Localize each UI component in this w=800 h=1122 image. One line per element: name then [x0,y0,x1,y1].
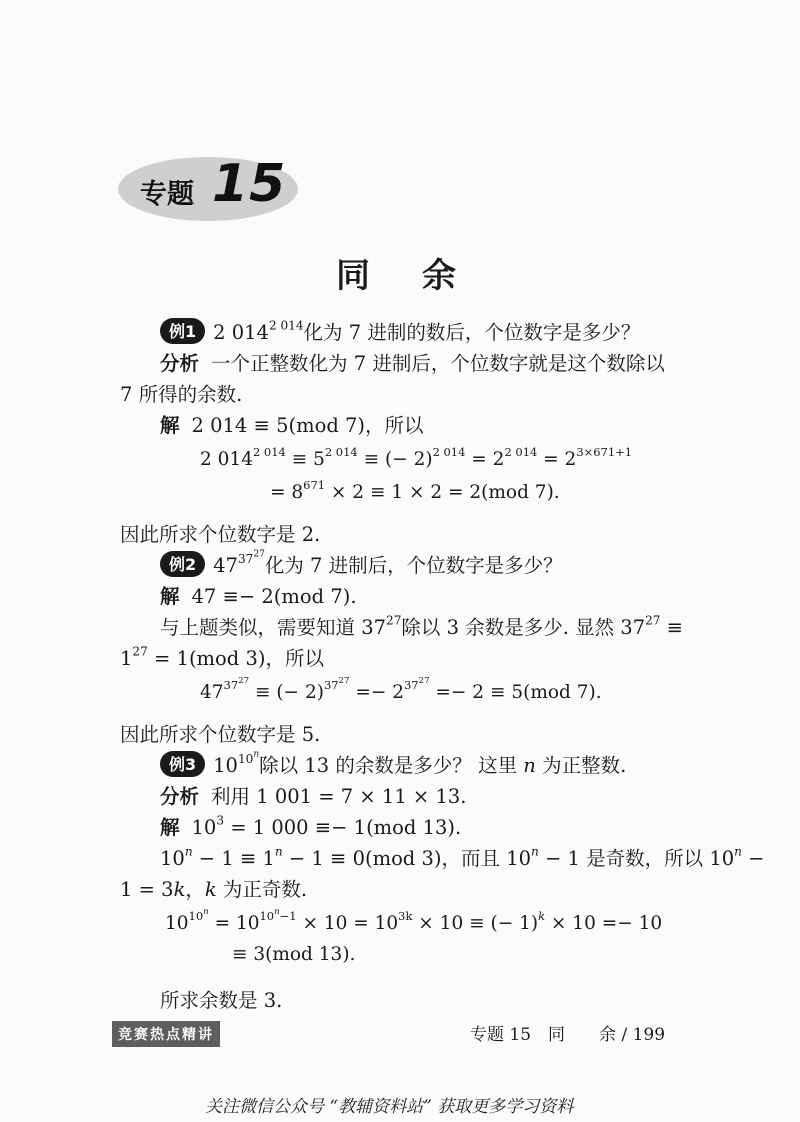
example-3-paragraph-1: $10^n - 1 \equiv 1^n - 1 \equiv 0(mod$ 3)，而且 $10^n - 1$ 是奇数，所以 $10^n$ − [160,844,765,870]
example-3-equation-2: ≡ 3(mod 13). [232,944,356,965]
example-1-question: 例1 2 $014^{2 014}$化为 7 进制的数后，个位数字是多少？ [160,317,640,345]
topic-label: 专题 [140,179,194,210]
example-3-paragraph-2: 1 = 3k，k 为正奇数. [120,878,308,901]
example-3-analysis: 分析 利用 1 001 = 7 × 11 × 13. [160,785,467,808]
example-2-equation: $47^{37^{27}}$ ≡ (− $2)^{37^{27}} =- 2^{37^{27}} =- 2 \equiv 5(mod$ 7). [200,676,602,703]
chapter-title: 同余 [336,256,508,296]
example-1-analysis-cont: 7 所得的余数. [120,383,243,406]
example-2-solution: 解 47 ≡− 2(mod 7). [160,585,357,608]
running-footer: 专题 15 同 余 / 199 [470,1025,666,1045]
topic-number: 15 [212,154,287,214]
example-1-solution: 解 2 014 ≡ 5(mod 7)，所以 [160,414,424,437]
example-1-equation-1: 2 $014^{2 014} \equiv 5^{2 014}$ ≡ (− $2)^{2 014} = 2^{2 014} = 2^{3\times 671+1}$ [200,445,633,470]
example-2-conclusion: 因此所求个位数字是 5. [120,723,321,746]
example-1-equation-2: = $8^{671} \times 2 \equiv 1 \times 2 = 2(mod$ 7). [270,478,560,503]
example-1-conclusion: 因此所求个位数字是 2. [120,523,321,546]
example-3-equation-1: $10^{10^n} = 10^{10^n-1} \times 10 = 10^{3k} \times 10$ ≡ (− 1)$^k$ × 10 =− 10 [165,907,663,934]
series-badge: 竞赛热点精讲 [112,1021,220,1047]
example-2-tag: 例2 [160,551,205,577]
example-2-paragraph-2: $1^{27} = 1(mod$ 3)，所以 [120,644,324,670]
example-3-conclusion: 所求余数是 3. [160,989,283,1012]
example-1-analysis: 分析 一个正整数化为 7 进制后，个位数字就是这个数除以 [160,352,665,375]
example-1-tag: 例1 [160,318,205,344]
example-3-solution: 解 $10^3 = 1$ 000 ≡− 1(mod 13). [160,813,462,839]
example-2-question: 例2 $47^{37^{27}}$化为 7 进制后，个位数字是多少？ [160,550,563,578]
promo-note: 关注微信公众号 “教辅资料站” 获取更多学习资料 [205,1097,574,1117]
example-2-paragraph-1: 与上题类似，需要知道 $37^{27}$除以 3 余数是多少. 显然 $37^{27}$ ≡ [160,613,684,639]
example-3-question: 例3 $10^{10^n}$除以 13 的余数是多少？ 这里 n 为正整数. [160,750,626,778]
example-3-tag: 例3 [160,751,205,777]
